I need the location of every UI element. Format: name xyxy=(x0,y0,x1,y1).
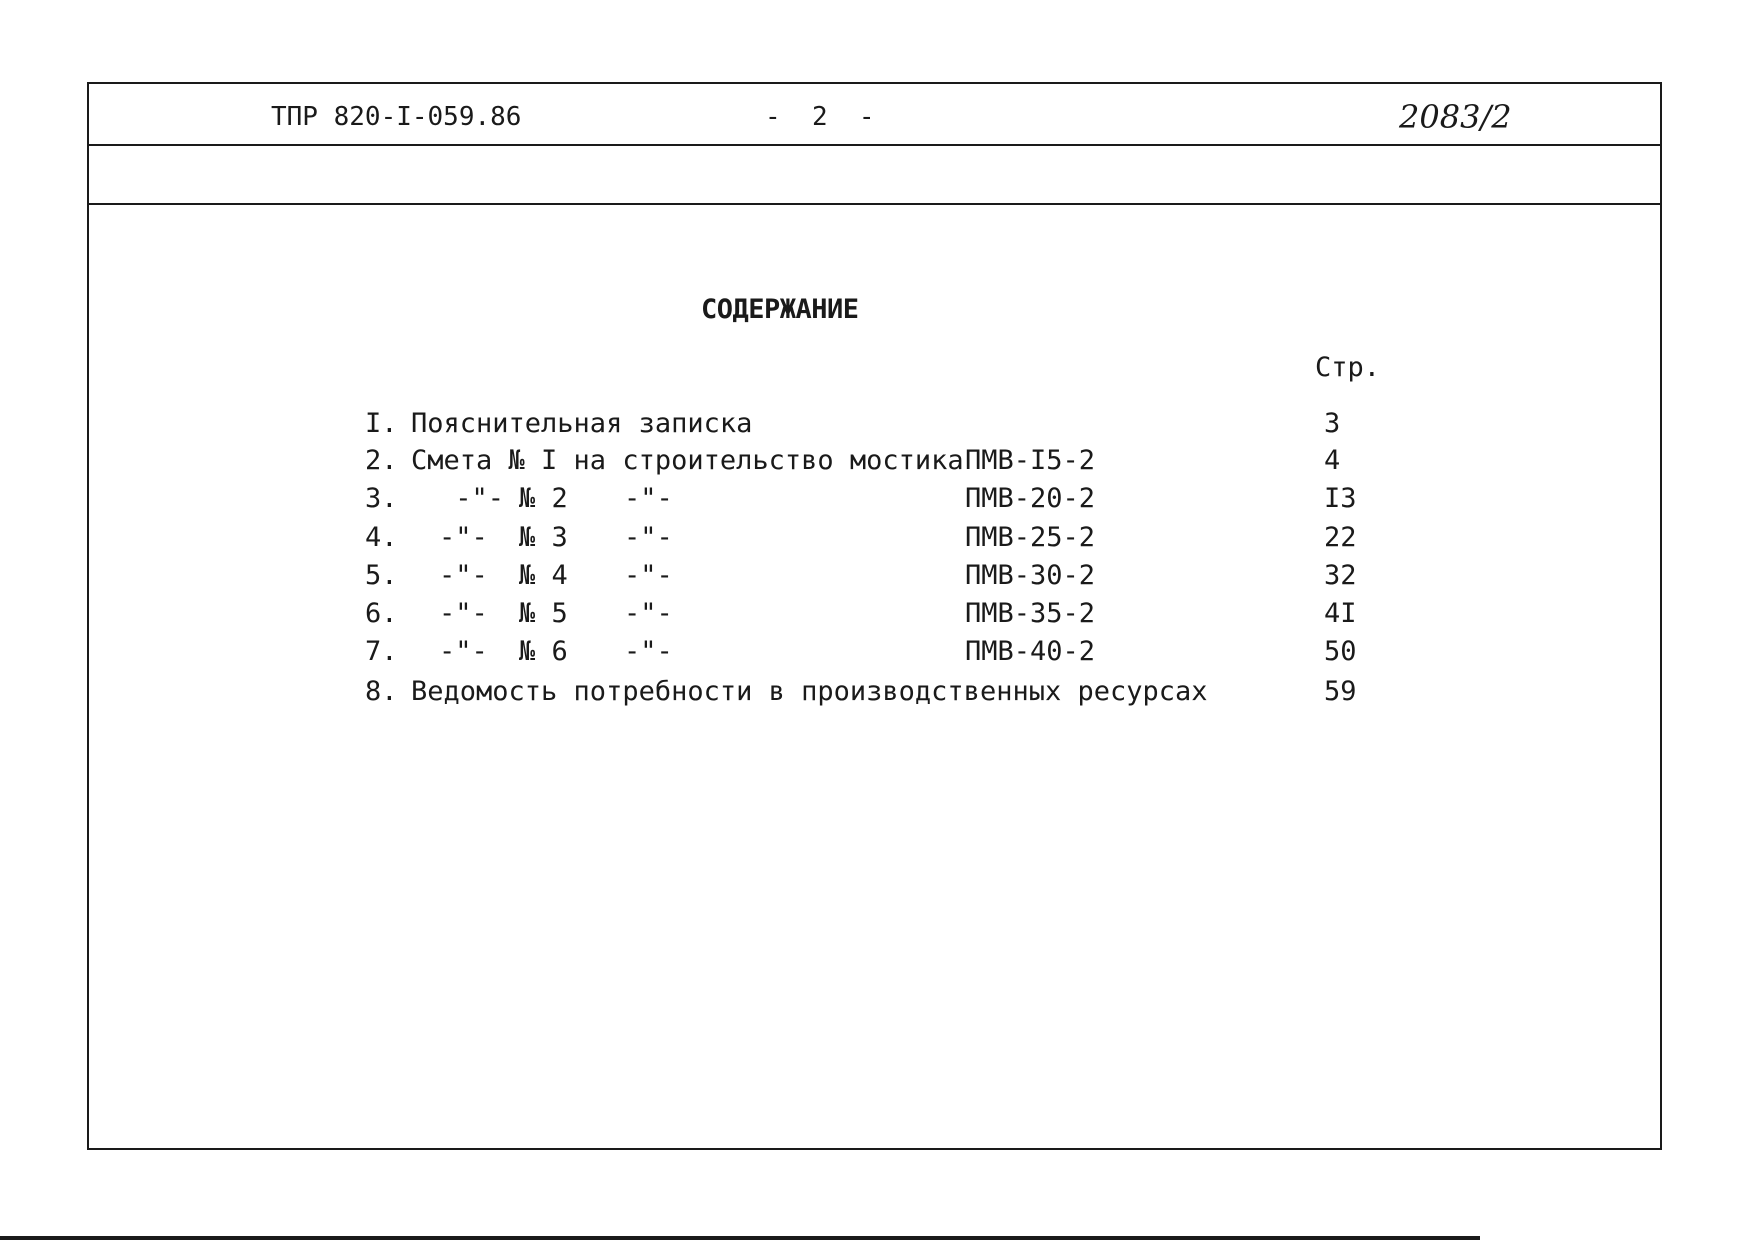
toc-item-number: I. xyxy=(365,408,398,439)
toc-item-number: 5. xyxy=(365,560,398,591)
toc-item-page: 4I xyxy=(1324,598,1357,629)
toc-item-text: Смета № I на строительство мостика xyxy=(411,445,964,476)
toc-item-page: I3 xyxy=(1324,483,1357,514)
toc-item-ditto: -"- xyxy=(624,522,673,553)
toc-item-ditto: -"- xyxy=(624,560,673,591)
toc-item-code: ПМВ-40-2 xyxy=(965,636,1096,667)
doc-code: ТПР 820-I-059.86 xyxy=(271,102,522,132)
toc-item-page: 22 xyxy=(1324,522,1357,553)
scan-edge-line xyxy=(0,1236,1480,1240)
toc-item-ditto: -"- xyxy=(624,598,673,629)
toc-item-number: 8. xyxy=(365,676,398,707)
sheet-number: 2083/2 xyxy=(1399,98,1512,136)
toc-item-ditto: -"- xyxy=(439,636,488,667)
toc-item-number: 4. xyxy=(365,522,398,553)
page-column-label: Стр. xyxy=(1315,352,1381,383)
toc-item-code: ПМВ-35-2 xyxy=(965,598,1096,629)
page-number: - 2 - xyxy=(765,102,875,132)
toc-item-ditto: -"- xyxy=(439,483,505,514)
toc-item-ditto: -"- xyxy=(439,522,488,553)
toc-item-number: 3. xyxy=(365,483,398,514)
toc-item-code: ПМВ-25-2 xyxy=(965,522,1096,553)
header-divider xyxy=(89,144,1660,146)
toc-item-number: 7. xyxy=(365,636,398,667)
toc-item-ditto: -"- xyxy=(439,598,488,629)
toc-item-text: Пояснительная записка xyxy=(411,408,753,439)
toc-item-code: ПМВ-30-2 xyxy=(965,560,1096,591)
toc-item-page: 59 xyxy=(1324,676,1357,707)
toc-item-number: 2. xyxy=(365,445,398,476)
toc-item-number: 6. xyxy=(365,598,398,629)
toc-item-estimate-no: № 5 xyxy=(519,598,568,629)
toc-item-estimate-no: № 3 xyxy=(519,522,568,553)
header-bottom-divider xyxy=(89,203,1660,205)
toc-item-page: 32 xyxy=(1324,560,1357,591)
toc-item-ditto: -"- xyxy=(439,560,488,591)
toc-item-estimate-no: № 4 xyxy=(519,560,568,591)
toc-item-ditto: -"- xyxy=(624,636,673,667)
toc-item-ditto: -"- xyxy=(624,483,673,514)
toc-title: СОДЕРЖАНИЕ xyxy=(701,294,859,325)
toc-item-page: 3 xyxy=(1324,408,1341,439)
toc-item-text: Ведомость потребности в производственных ресурсах xyxy=(411,676,1208,707)
document-frame xyxy=(87,82,1662,1150)
toc-item-code: ПМВ-20-2 xyxy=(965,483,1096,514)
toc-item-code: ПМВ-I5-2 xyxy=(965,445,1096,476)
toc-item-estimate-no: № 6 xyxy=(519,636,568,667)
toc-item-estimate-no: № 2 xyxy=(519,483,568,514)
toc-item-page: 50 xyxy=(1324,636,1357,667)
toc-item-page: 4 xyxy=(1324,445,1341,476)
